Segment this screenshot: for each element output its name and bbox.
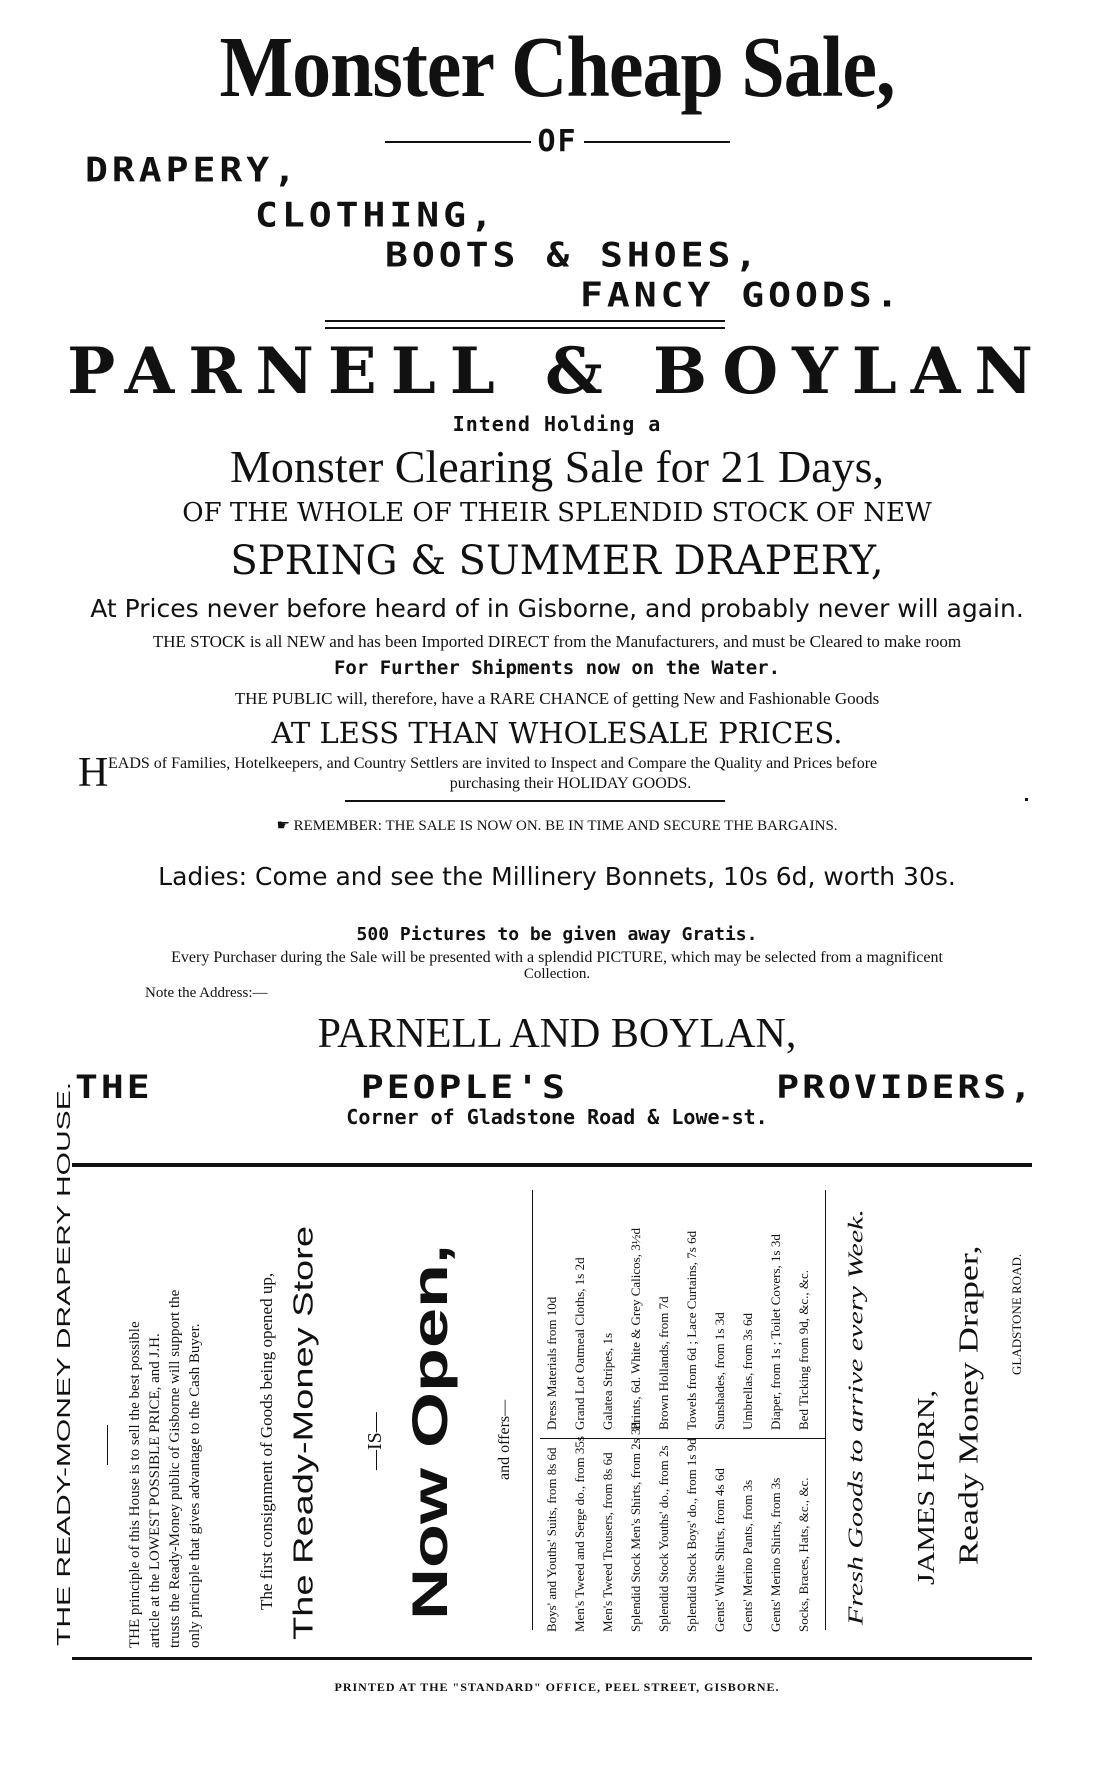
price-item-upper: Brown Hollands, from 7d	[656, 1296, 671, 1430]
price-item-lower: Gents' Merino Pants, from 3s	[740, 1479, 755, 1632]
intend-holding-line: Intend Holding a	[452, 412, 662, 436]
holiday-goods-line: purchasing their HOLIDAY GOODS.	[449, 775, 692, 792]
providers-word-peoples: PEOPLE'S	[360, 1068, 568, 1106]
public-line: THE PUBLIC will, therefore, have a RARE CHANCE of getting New and Fashionable Goods	[234, 689, 880, 708]
price-item-upper: Galatea Stripes, 1s	[600, 1332, 615, 1430]
corner-address-line: Corner of Gladstone Road & Lowe-st.	[346, 1105, 768, 1129]
fresh-goods-line: Fresh Goods to arrive every Week.	[843, 1209, 868, 1625]
heading-underline	[107, 1425, 108, 1465]
note-address-label: Note the Address:—	[145, 985, 268, 1001]
collection-line: Collection.	[523, 966, 591, 982]
price-list-right-border	[825, 1190, 826, 1630]
principle-line-4: only principle that gives advantage to the Cash Buyer.	[187, 1323, 203, 1648]
of-right-rule	[584, 141, 730, 143]
first-consignment-line: The first consignment of Goods being opened up,	[257, 1272, 276, 1610]
gladstone-road-address: GLADSTONE ROAD.	[1009, 1253, 1024, 1375]
now-open-heading: Now Open,	[402, 1244, 459, 1620]
peoples-providers-line	[75, 1068, 1035, 1105]
price-item-lower: Splendid Stock Men's Shirts, from 2s 3d	[628, 1422, 643, 1632]
wholesale-prices-heading: AT LESS THAN WHOLESALE PRICES.	[271, 716, 843, 750]
category-boots-shoes: BOOTS & SHOES,	[385, 235, 762, 275]
providers-word-providers: PROVIDERS,	[776, 1068, 1035, 1106]
price-item-upper: Dress Materials from 10d	[544, 1296, 559, 1430]
double-rule-divider	[325, 320, 725, 329]
james-horn-name: JAMES HORN,	[913, 1389, 940, 1585]
of-divider	[385, 124, 730, 159]
heads-of-families-line: EADS of Families, Hotelkeepers, and Country Settlers are invited to Inspect and Compare the Quality and Prices before	[108, 755, 878, 772]
footer-rule	[72, 1657, 1032, 1660]
headline-monster-cheap-sale: Monster Cheap Sale,	[219, 17, 895, 116]
drop-cap-initial: H	[78, 750, 109, 796]
price-item-upper: Grand Lot Oatmeal Cloths, 1s 2d	[572, 1257, 587, 1430]
margin-dot	[1025, 798, 1028, 801]
price-item-upper: Bed Ticking from 9d, &c., &c.	[796, 1270, 811, 1430]
price-item-lower: Splendid Stock Youths' do., from 2s	[656, 1445, 671, 1632]
price-item-lower: Men's Tweed and Serge do., from 35s	[572, 1436, 587, 1632]
category-fancy-goods: FANCY GOODS.	[580, 275, 903, 315]
price-item-lower: Gents' Merino Shirts, from 3s	[768, 1477, 783, 1632]
price-item-upper: Towels from 6d ; Lace Curtains, 7s 6d	[684, 1230, 699, 1430]
principle-line-1: THE principle of this House is to sell the best possible	[127, 1321, 143, 1648]
ladies-bonnets-line: Ladies: Come and see the Millinery Bonnets, 10s 6d, worth 30s.	[158, 862, 956, 891]
every-purchaser-line: Every Purchaser during the Sale will be presented with a splendid PICTURE, which may be selected from a magnificent	[171, 949, 943, 966]
price-item-lower: Boys' and Youths' Suits, from 8s 6d	[544, 1447, 559, 1632]
printer-imprint: PRINTED AT THE "STANDARD" OFFICE, PEEL STREET, GISBORNE.	[334, 1680, 780, 1694]
prices-line: At Prices never before heard of in Gisborne, and probably never will again.	[90, 594, 1024, 623]
firm-name-heading: PARNELL & BOYLAN	[67, 334, 1047, 409]
category-clothing: CLOTHING,	[255, 195, 497, 235]
providers-word-the: THE	[75, 1068, 153, 1106]
price-item-upper: Diaper, from 1s ; Toilet Covers, 1s 3d	[768, 1234, 783, 1430]
price-item-lower: Gents' White Shirts, from 4s 6d	[712, 1468, 727, 1632]
firm-name-repeat: PARNELL AND BOYLAN,	[317, 1011, 797, 1057]
price-item-lower: Splendid Stock Boys' do., from 1s 9d	[684, 1438, 699, 1632]
is-connector: —IS—	[364, 1412, 386, 1470]
and-offers-label: and offers—	[496, 1399, 513, 1480]
category-drapery: DRAPERY,	[85, 150, 301, 190]
whole-stock-line: OF THE WHOLE OF THEIR SPLENDID STOCK OF NEW	[182, 498, 932, 528]
price-list-left-border	[532, 1190, 533, 1630]
principle-line-3: trusts the Ready-Money public of Gisborne will support the	[167, 1289, 183, 1648]
pictures-gratis-line: 500 Pictures to be given away Gratis.	[356, 924, 758, 945]
price-item-lower: Men's Tweed Trousers, from 8s 6d	[600, 1452, 615, 1632]
price-item-upper: Prints, 6d. White & Grey Calicos, 3½d	[628, 1228, 643, 1430]
of-label: OF	[537, 124, 578, 159]
spring-summer-heading: SPRING & SUMMER DRAPERY,	[230, 538, 884, 584]
further-shipments-line: For Further Shipments now on the Water.	[333, 657, 781, 679]
remember-notice: ☛ REMEMBER: THE SALE IS NOW ON. BE IN TIME AND SECURE THE BARGAINS.	[276, 818, 838, 834]
clearing-sale-heading: Monster Clearing Sale for 21 Days,	[229, 441, 885, 492]
price-item-lower: Socks, Braces, Hats, &c., &c.	[796, 1477, 811, 1632]
stock-line: THE STOCK is all NEW and has been Imported DIRECT from the Manufacturers, and must be Cleared to make room	[152, 632, 962, 651]
principle-line-2: article at the LOWEST POSSIBLE PRICE, and J.H.	[147, 1333, 163, 1648]
of-left-rule	[385, 141, 531, 143]
ready-money-house-heading: THE READY-MONEY DRAPERY HOUSE.	[53, 1081, 75, 1646]
price-item-upper: Umbrellas, from 3s 6d	[740, 1313, 755, 1430]
ready-money-draper-title: Ready Money Draper,	[953, 1245, 984, 1565]
heavy-separator-rule	[72, 1163, 1032, 1167]
section-rule	[345, 800, 725, 802]
price-item-upper: Sunshades, from 1s 3d	[712, 1312, 727, 1430]
ready-money-store-heading: The Ready-Money Store	[288, 1226, 319, 1640]
